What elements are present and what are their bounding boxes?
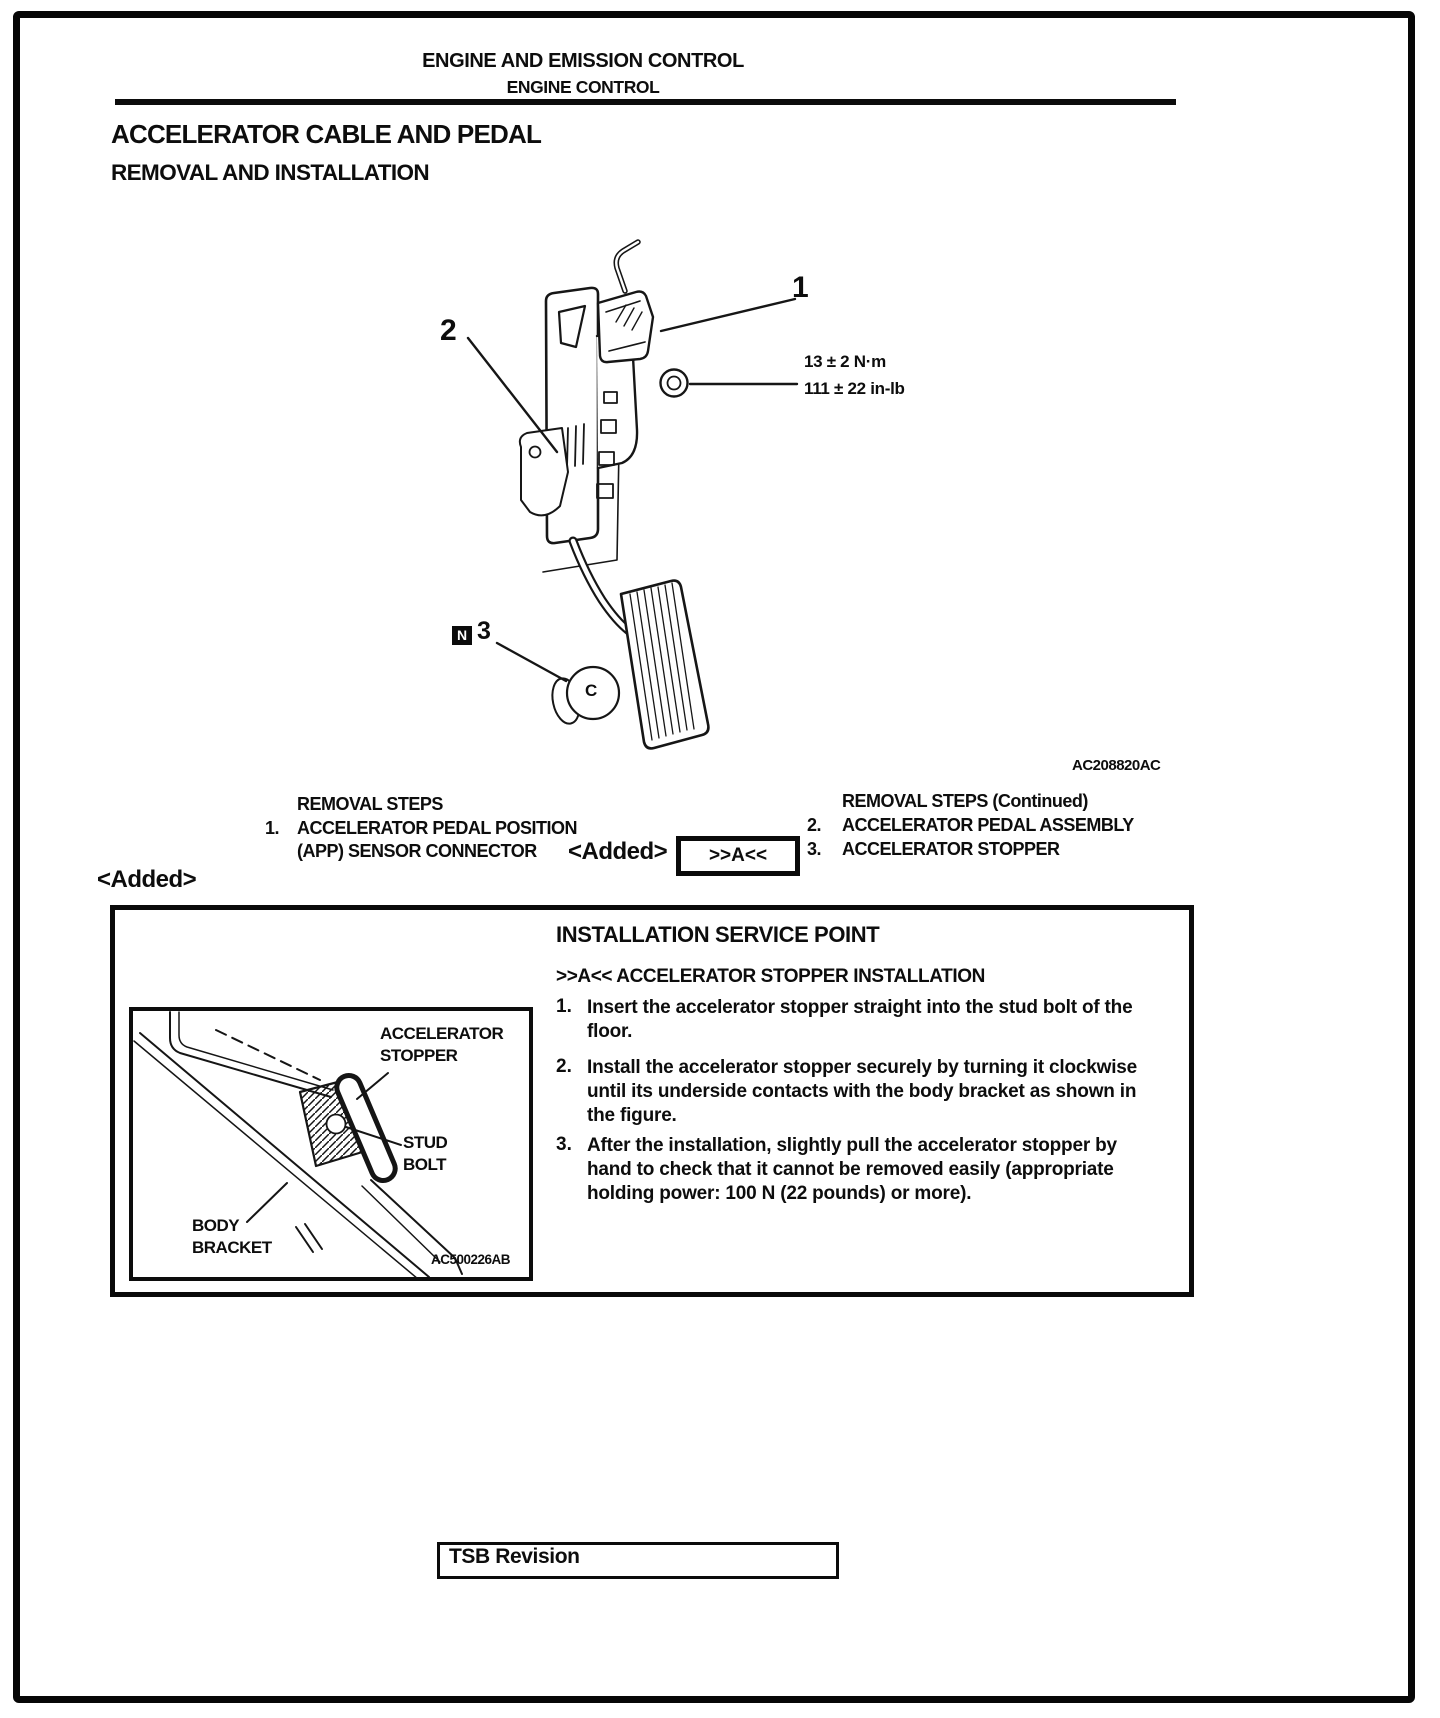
body-bracket-label: BODY — [192, 1216, 240, 1235]
callout-3: 3 — [477, 617, 491, 645]
page-title: ACCELERATOR CABLE AND PEDAL — [111, 119, 542, 149]
service-point-ref-box — [676, 836, 800, 876]
stopper-letter: C — [585, 681, 598, 700]
figure-code: AC500226AB — [431, 1252, 511, 1267]
added-inline-label: <Added> — [568, 838, 668, 865]
instruction-number: 1. — [556, 996, 572, 1017]
instruction-text: Insert the accelerator stopper straight into the stud bolt of the floor. — [587, 997, 1133, 1042]
stopper-label: ACCELERATOR — [380, 1024, 504, 1043]
stud-bolt-label: BOLT — [403, 1155, 447, 1174]
instruction-number: 3. — [556, 1134, 572, 1155]
stopper-label: STOPPER — [380, 1046, 458, 1065]
removal-steps-heading: REMOVAL STEPS — [297, 794, 443, 814]
callout-1: 1 — [792, 271, 809, 304]
figure-code: AC208820AC — [1072, 757, 1161, 774]
removal-step-text: ACCELERATOR PEDAL POSITION — [297, 818, 578, 838]
instruction-text: Install the accelerator stopper securely by turning it clockwise until its underside contacts with the body bracket as shown in the figure. — [587, 1057, 1138, 1126]
callout-2: 2 — [440, 314, 457, 347]
removal-step-text: (APP) SENSOR CONNECTOR — [297, 841, 537, 861]
torque-spec-metric: 13 ± 2 N·m — [804, 352, 886, 371]
removal-step-text: ACCELERATOR PEDAL ASSEMBLY — [842, 815, 1134, 835]
body-bracket-label: BRACKET — [192, 1238, 272, 1257]
service-point-ref: >>A<< — [708, 845, 768, 866]
removal-step-number: 2. — [807, 815, 822, 835]
torque-spec-imperial: 111 ± 22 in-lb — [804, 379, 905, 398]
header-rule — [115, 99, 1176, 105]
removal-step-number: 3. — [807, 839, 822, 859]
group-title: ENGINE CONTROL — [506, 77, 660, 97]
added-heading: <Added> — [97, 866, 197, 893]
tsb-revision-label: TSB Revision — [449, 1545, 580, 1568]
service-point-title: INSTALLATION SERVICE POINT — [556, 922, 880, 947]
removal-step-number: 1. — [265, 818, 280, 838]
removal-steps-continued-heading: REMOVAL STEPS (Continued) — [842, 791, 1088, 811]
non-reusable-part-icon: N — [452, 626, 472, 645]
removal-step-text: ACCELERATOR STOPPER — [842, 839, 1060, 859]
instruction-number: 2. — [556, 1056, 572, 1077]
chapter-title: ENGINE AND EMISSION CONTROL — [422, 50, 744, 72]
stud-bolt-label: STUD — [403, 1133, 448, 1152]
service-point-subtitle: >>A<< ACCELERATOR STOPPER INSTALLATION — [556, 966, 985, 987]
instruction-text: After the installation, slightly pull the accelerator stopper by hand to check that it cannot be removed easily (appropriate holding power: 100 N (22 pounds) or more). — [587, 1135, 1117, 1204]
section-subtitle: REMOVAL AND INSTALLATION — [111, 160, 430, 185]
pedal-assembly-figure — [400, 230, 980, 790]
